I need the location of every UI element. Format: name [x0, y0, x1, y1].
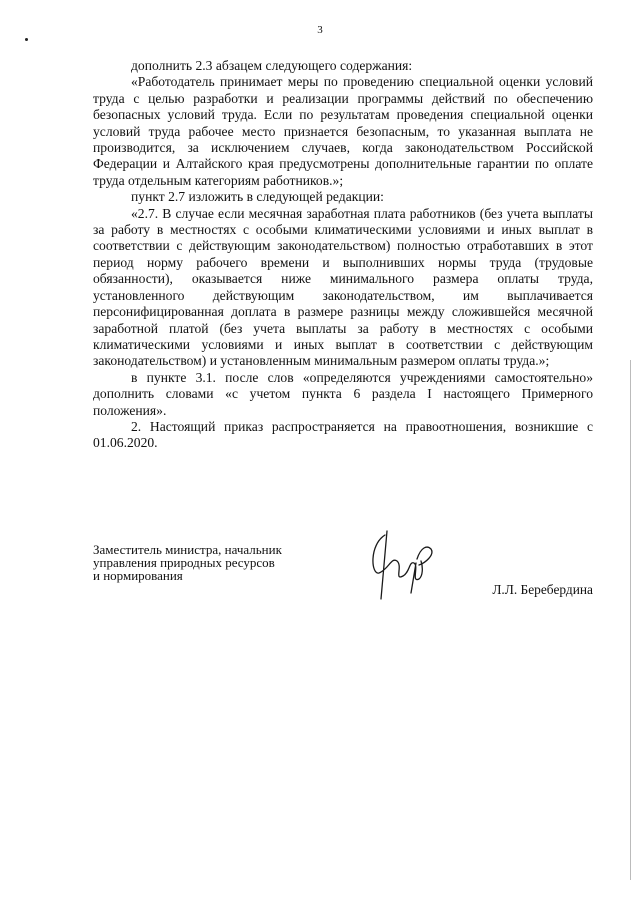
signer-position-line: управления природных ресурсов [93, 555, 275, 570]
document-body [93, 58, 593, 452]
signer-name: Л.Л. Беребердина [492, 582, 593, 597]
paragraph-order-2: 2. Настоящий приказ распространяется на правоотношения, возникшие с 01.06.2020. [93, 418, 593, 451]
paragraph-intro: дополнить 2.3 абзацем следующего содержания: [131, 58, 413, 73]
signature-block [93, 543, 593, 613]
paragraph-quote-2-7: «2.7. В случае если месячная заработная плата работников (без учета выплаты за работу в местностях с особыми климатическими условиями и иных выплат в соответствии с действующим законодательством) полностью отработавших в этот период норму рабочего времени и выполнивших нормы труда (трудовые обязанности), оказывается ниже минимального размера оплаты труда, установленного действующим законодательством, им выплачивается персонифицированная доплата в размере разницы между сложившейся месячной заработной платой (без учета выплаты за работу в местностях с особыми климатическими условиями и иных выплат в соответствии с действующим законодательством) и установленным минимальным размером оплаты труда.»; [93, 205, 593, 369]
handwritten-signature [361, 523, 441, 608]
page-number: 3 [317, 24, 323, 36]
signer-position-line: и нормирования [93, 568, 183, 583]
signer-position-line: Заместитель министра, начальник [93, 542, 282, 557]
signer-position [93, 543, 593, 582]
scan-speck [25, 38, 28, 41]
scan-speck [630, 360, 631, 880]
paragraph-point-3-1: в пункте 3.1. после слов «определяются учреждениями самостоятельно» дополнить словами «с учетом пункта 6 раздела I настоящего Примерного положения». [93, 369, 593, 418]
paragraph-point-2-7: пункт 2.7 изложить в следующей редакции: [131, 189, 384, 205]
paragraph-quote-employer: «Работодатель принимает меры по проведению специальной оценки условий труда с целью разработки и реализации программы действий по обеспечению безопасных условий труда. Если по результатам проведения специальной оценки условий труда рабочее место признается безопасным, то указанная выплата не производится, за исключением случаев, когда законодательством Российской Федерации и Алтайского края предусмотрены дополнительные гарантии по оплате труда отдельным категориям работников.»; [93, 74, 593, 188]
